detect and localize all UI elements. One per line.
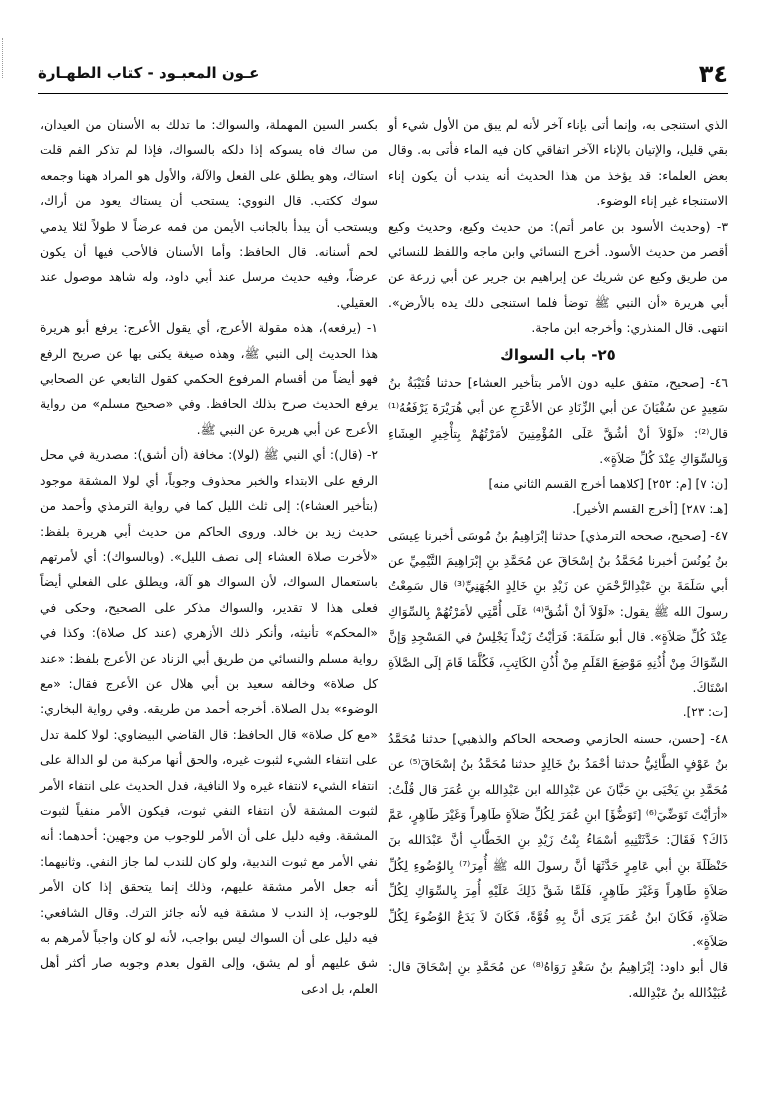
text-paragraph: الذي استنجى به، وإنما أتى بإناء آخر لأنه لم يبق من الأول شيء أو بقي قليل، والإتيان بالإناء الآخر اتفاقي كان فيه الماء فأتى به. وقال بعض العلماء: قد يؤخذ من هذا الحديث أنه يندب أن يكون إناء الاستنجاء غير إناء الوضوء. (388, 117, 728, 209)
commentary-paragraph: ٢- (قال): أي النبي ﷺ (لولا): مخافة (أن أشق): مصدرية في محل الرفع على الابتداء والخبر محذوف وجوباً، أي لولا المشقة موجود (بتأخير العشاء): إلى ثلث الليل كما في رواية الترمذي وأحمد من حديث زيد بن خالد. وروى الحاكم من حديث أبي هريرة بلفظ: «لأخرت صلاة العشاء إلى نصف الليل». (وبالسواك): أي لأمرتهم باستعمال السواك، لأن السواك هو آلة، ويطلق على الفعلي أيضاً فعلى هذا لا تقدير، والسواك مذكر على الصحيح، وحكى في «المحكم» تأنيثه، وأنكر ذلك الأزهري (عند كل صلاة): وكذا في رواية مسلم والنسائي من طريق أبي الزناد عن الأعرج بلفظ: «عند كل صلاة» وخالفه سعيد بن أبي هلال عن الأعرج فقال: «مع الوضوء» بدل الصلاة. أخرجه أحمد من طريقه. وفي رواية البخاري: «مع كل صلاة» قال الحافظ: قال القاضي البيضاوي: لولا كلمة تدل على انتفاء الشيء لثبوت غيره، والحق أنها مركبة من لو الدالة على انتفاء الشيء لانتفاء غيره ولا النافية، فدل الحديث على انتفاء الأمر لثبوت المشقة لأن انتفاء النفي ثبوت، فيكون الأمر منفياً لثبوت المشقة. وفيه دليل على أن الأمر للوجوب من وجهين: أحدهما: أنه نفي الأمر مع ثبوت الندبية، ولو كان للندب لما جاز النفي. وثانيهما: أنه جعل الأمر مشقة عليهم، وذلك إنما يتحقق إذا كان الأمر للوجوب، إذ الندب لا مشقة فيه لأنه جائز الترك. وقال الشافعي: فيه دليل على أن السواك ليس بواجب، لأنه لو كان واجباً لأمرهم به شق عليهم أو لم يشق، وإلى القول بعدم وجوبه صار أكثر أهل العلم، بل ادعى (40, 447, 378, 996)
text-paragraph: ٤٨- [حسن، حسنه الحازمي وصححه الحاكم والذهبي] حدثنا مُحَمَّدُ بنُ عَوْفٍ الطَّائِيُّ حدثنا أحْمَدُ بنُ خَالِدٍ حدثنا مُحَمَّدُ بنُ إسْحَاقَ⁽⁵⁾ عن مُحَمَّدِ بنِ يَحْيَى بنِ حَبَّانَ عن عَبْدِالله ابن عَبْدِالله بنِ عُمَرَ قال قُلْتُ: «أرَأيْتَ تَوَضِّيَ⁽⁶⁾ [تَوَضُّؤَ] ابنِ عُمَرَ لِكُلِّ صَلاَةٍ طَاهِراً وَغَيْرَ طَاهِرٍ، عَمَّ ذَاكَ؟ فَقَالَ: حَدَّثَتْنِيهِ أسْمَاءُ بِنْتُ زَيْدِ بنِ الخَطَّابِ أنَّ عَبْدَالله بنَ حَنْظَلَةَ بنِ أبي عَامِرٍ حَدَّثَهَا أنَّ رسولَ الله ﷺ أُمِرَ⁽⁷⁾ بِالوُضُوءِ لِكُلِّ صَلاَةٍ طَاهِراً وَغَيْرَ طَاهِرٍ، فَلَمَّا شَقَّ ذَلِكَ عَلَيْهِ أُمِرَ بِالسِّوَاكِ لِكُلِّ صَلاَةٍ، فَكَانَ ابنُ عُمَرَ يَرَى أنَّ بِهِ قُوَّةً، فَكَانَ لاَ يَدَعُ الوُضُوءَ لِكُلِّ صَلاَةٍ». (388, 730, 729, 949)
scan-edge-mark (2, 38, 7, 78)
reference-line: [هـ: ٢٨٧] [أخرج القسم الأخير]. (572, 502, 728, 517)
right-column (388, 112, 728, 1005)
page-header (38, 52, 728, 92)
header-rule (38, 93, 728, 94)
running-title: عـون المعبـود - كتاب الطهـارة (38, 64, 260, 82)
reference-line: [ت: ٢٣]. (682, 705, 728, 720)
reference-line: [ن: ٧] [م: ٢٥٢] [كلاهما أخرج القسم الثاني منه] (488, 476, 728, 491)
page-number: ٣٤ (698, 60, 728, 88)
commentary-paragraph: بكسر السين المهملة، والسواك: ما تدلك به الأسنان من العيدان، من ساك فاه يسوكه إذا دلكه بالسواك، فإذا لم تذكر الفم قلت استاك، وهو يطلق على الفعل والآلة، والأول هو المراد ههنا وجمعه سوك ككتب. قال النووي: يستحب أن يستاك يعود من أراك، ويستحب أن يبدأ بالجانب الأيمن من فمه عرضاً لا طولاً لئلا يدمي لحم أسنانه. قال الحافظ: وأما الأسنان فالأحب فيها أن يكون عرضاً، وفيه حديث مرسل عند أبي داود، وله شاهد موصول عند العقيلي. (40, 117, 378, 310)
text-paragraph: ٤٦- [صحيح، متفق عليه دون الأمر بتأخير العشاء] حدثنا قُتَيْبَةُ بنُ سَعِيدٍ عن سُفْيَانَ عن أبي الزِّنَادِ عن الأعْرَجِ عن أبي هُرَيْرَةَ يَرْفَعُهُ⁽¹⁾ قال⁽²⁾: «لَوْلاَ أنْ أشُقَّ عَلَى المُؤْمِنِينَ لأمَرْتُهُمْ بِتأْخِيرِ العِشَاءِ وَبِالسِّوَاكِ عِنْدَ كُلِّ صَلاَةٍ». (388, 375, 728, 467)
commentary-paragraph: ١- (يرفعه)، هذه مقولة الأعرج، أي يقول الأعرج: يرفع أبو هريرة هذا الحديث إلى النبي ﷺ، وهذه صيغة يكنى بها عن صريح الرفع فهو أيضاً من أقسام المرفوع الحكمي كقول التابعي عن الصحابي يرفع الحديث صرح بذلك الحافظ. وفي «صحيح مسلم» من رواية الأعرج عن أبي هريرة عن النبي ﷺ. (40, 320, 378, 437)
left-column (40, 112, 378, 1001)
text-paragraph: ٣- (وحديث الأسود بن عامر أتم): من حديث وكيع، وحديث وكيع أقصر من حديث الأسود. أخرج النسائي وابن ماجه واللفظ للنسائي من طريق وكيع عن شريك عن إبراهيم بن جرير عن أبي زرعة عن أبي هريرة «أن النبي ﷺ توضأ فلما استنجى دلك يده بالأرض». انتهى. قال المنذري: وأخرجه ابن ماجة. (388, 218, 728, 336)
text-paragraph: قال أبو داود: إبْرَاهِيمُ بنُ سَعْدٍ رَوَاهُ⁽⁸⁾ عن مُحَمَّدِ بنِ إسْحَاقَ قال: عُبَيْدُالله بنُ عَبْدِالله. (388, 959, 728, 1000)
section-heading: ٢٥- باب السواك (500, 345, 616, 364)
text-paragraph: ٤٧- [صحيح، صححه الترمذي] حدثنا إبْرَاهِيمُ بنُ مُوسَى أخبرنا عِيسَى بنُ يُونُسَ أخبرنا مُحَمَّدُ بنُ إسْحَاقَ عن مُحَمَّدِ بنِ إبْرَاهِيمَ التَّيْمِيِّ عن أبي سَلَمَةَ بنِ عَبْدِالرَّحْمَنِ عن زَيْدِ بنِ خَالِدٍ الجُهَنِيِّ⁽³⁾ قال سَمِعْتُ رسولَ الله ﷺ يقول: «لَوْلاَ أنْ أشُقَّ⁽⁴⁾ عَلَى أُمَّتِي لأمَرْتُهُمْ بِالسِّوَاكِ عِنْدَ كُلِّ صَلاَةٍ». قال أبو سَلَمَةَ: فَرَأيْتُ زَيْداً يَجْلِسُ في المَسْجِدِ وَإنَّ السِّوَاكَ مِنْ أُذُنِهِ مَوْضِعَ القَلَمِ مِنْ أُذُنِ الكَاتِبِ، فَكُلَّمَا قَامَ إلَى الصَّلاَةِ اسْتَاكَ. (388, 527, 728, 695)
